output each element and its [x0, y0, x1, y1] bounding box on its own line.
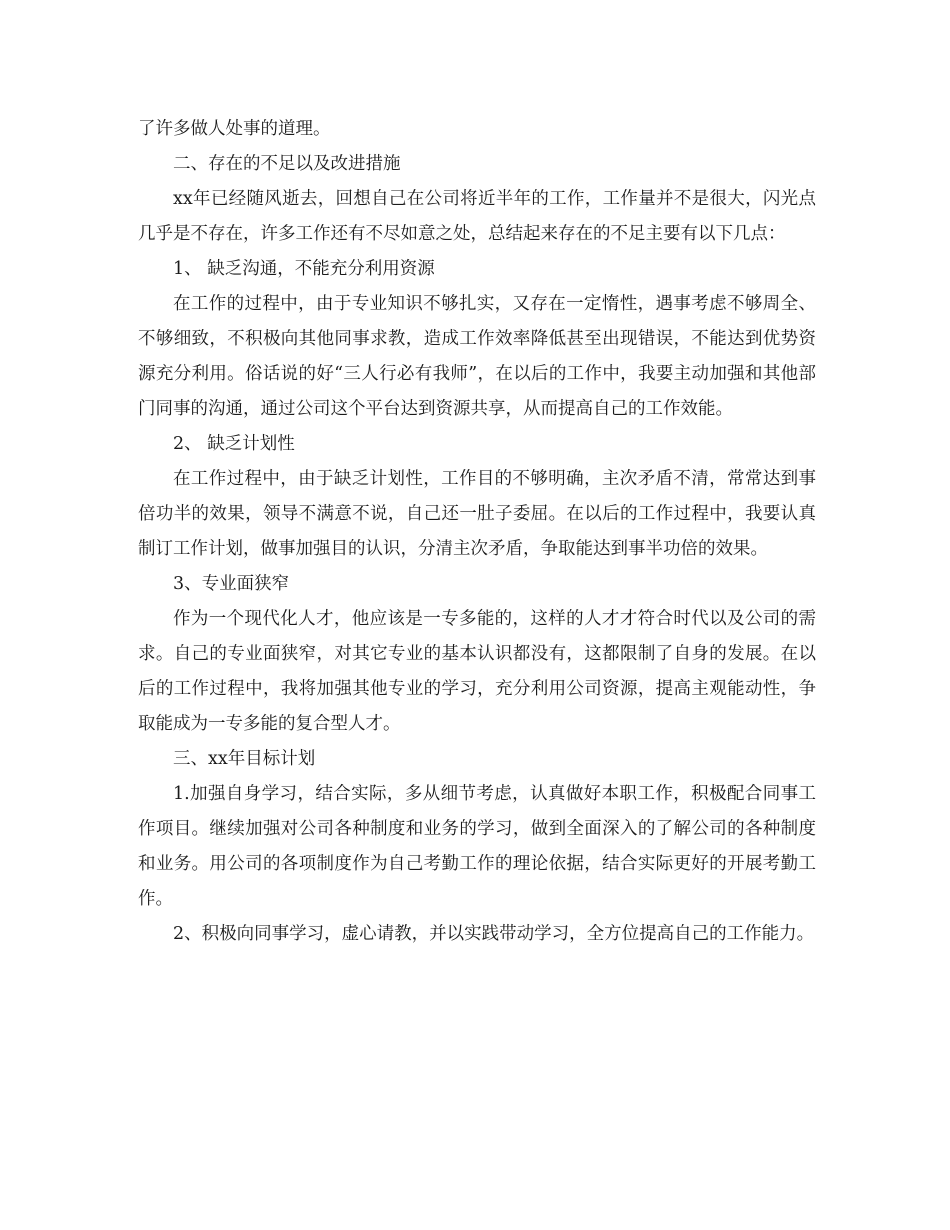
paragraph-goal-2: 2、积极向同事学习，虚心请教，并以实践带动学习，全方位提高自己的工作能力。 — [173, 924, 815, 944]
document-body — [138, 112, 816, 952]
paragraph-specialty: 作为一个现代化人才，他应该是一专多能的，这样的人才才符合时代以及公司的需求。自己的专业面狭窄，对其它专业的基本认识都没有，这都限制了自身的发展。在以后的工作过程中，我将加强其他专业的学习，充分利用公司资源，提高主观能动性，争取能成为一专多能的复合型人才。 — [138, 609, 816, 734]
subheading-planning: 2、 缺乏计划性 — [173, 434, 295, 454]
section-heading-goals: 三、xx年目标计划 — [173, 749, 316, 769]
paragraph-goal-1: 1.加强自身学习，结合实际，多从细节考虑，认真做好本职工作，积极配合同事工作项目。继续加强对公司各种制度和业务的学习，做到全面深入的了解公司的各种制度和业务。用公司的各项制度作为自己考勤工作的理论依据，结合实际更好的开展考勤工作。 — [138, 784, 816, 909]
paragraph-shortcomings-intro: xx年已经随风逝去，回想自己在公司将近半年的工作，工作量并不是很大，闪光点几乎是不存在，许多工作还有不尽如意之处，总结起来存在的不足主要有以下几点： — [138, 189, 816, 244]
subheading-communication: 1、 缺乏沟通，不能充分利用资源 — [173, 259, 435, 279]
paragraph-communication: 在工作的过程中，由于专业知识不够扎实，又存在一定惰性，遇事考虑不够周全、不够细致，不积极向其他同事求教，造成工作效率降低甚至出现错误，不能达到优势资源充分利用。俗话说的好“三人行必有我师”，在以后的工作中，我要主动加强和其他部门同事的沟通，通过公司这个平台达到资源共享，从而提高自己的工作效能。 — [138, 294, 816, 419]
paragraph-planning: 在工作过程中，由于缺乏计划性，工作目的不够明确，主次矛盾不清，常常达到事倍功半的效果，领导不满意不说，自己还一肚子委屈。在以后的工作过程中，我要认真制订工作计划，做事加强目的认识，分清主次矛盾，争取能达到事半功倍的效果。 — [138, 469, 816, 559]
section-heading-shortcomings: 二、存在的不足以及改进措施 — [173, 154, 401, 174]
paragraph-continuation: 了许多做人处事的道理。 — [138, 119, 331, 139]
subheading-specialty: 3、专业面狭窄 — [173, 574, 290, 594]
